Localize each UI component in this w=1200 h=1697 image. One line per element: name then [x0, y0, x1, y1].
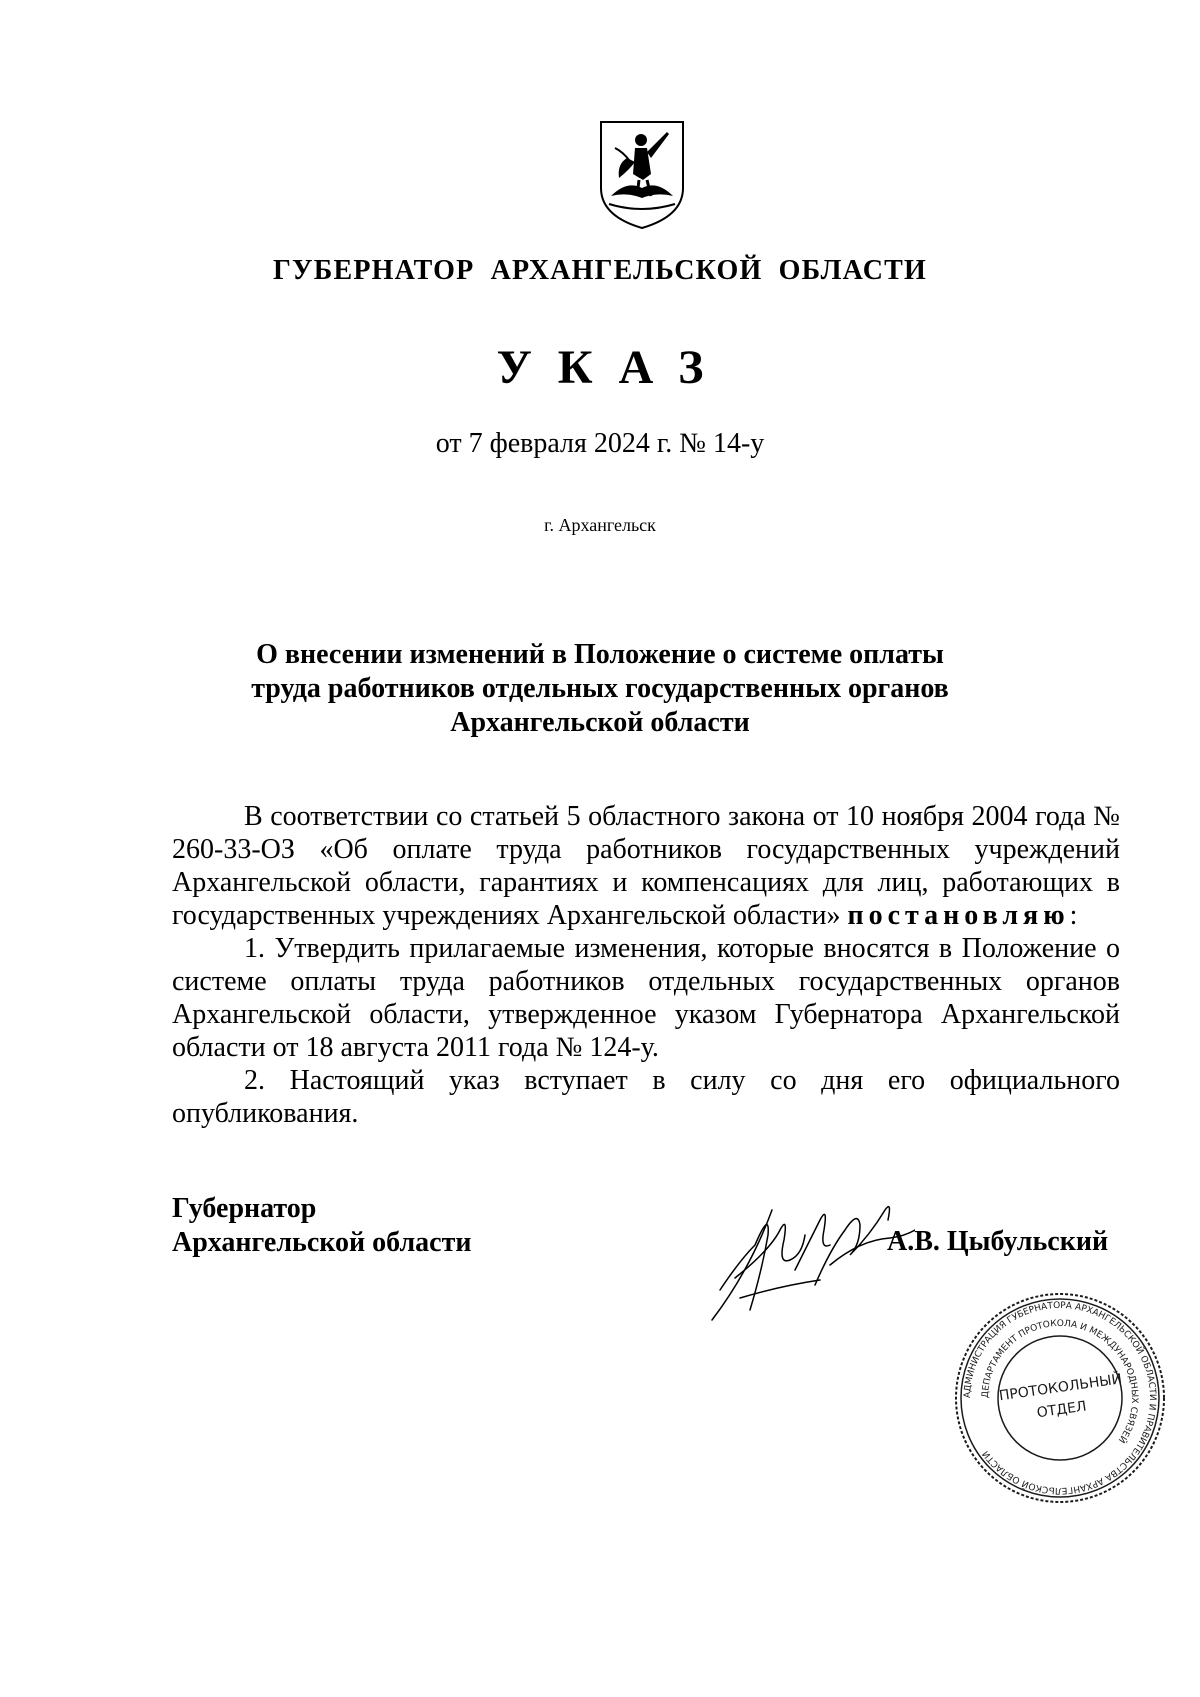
title-line: Архангельской области [450, 707, 750, 738]
decree-word: постановляю [847, 900, 1070, 931]
preamble-paragraph [172, 800, 1120, 932]
document-type-heading: УКАЗ [496, 341, 730, 394]
title-line: О внесении изменений в Положение о системе оплаты [256, 639, 944, 670]
signatory-post-line: Архангельской области [172, 1227, 472, 1258]
document-body [172, 800, 1120, 1130]
stamp-center-line: ПРОТОКОЛЬНЫЙ [998, 1371, 1124, 1405]
coat-of-arms-icon [597, 118, 687, 232]
title-line: труда работников отдельных государственных органов [251, 673, 949, 704]
stamp-inner-ring-text: ДЕПАРТАМЕНТ ПРОТОКОЛА И МЕЖДУНАРОДНЫХ СВЯЗЕЙ [980, 1318, 1140, 1445]
decree-colon: : [1069, 900, 1078, 931]
document-title [0, 638, 1200, 740]
preamble-text: В соответствии со статьей 5 областного закона от 10 ноября 2004 года № 260-33-ОЗ «Об оплате труда работников государственных учреждений Архангельской области, гарантиях и компенсациях для лиц, работающих в государственных учреждениях Архангельской области» [172, 801, 1120, 931]
stamp-center-line: ОТДЕЛ [1035, 1398, 1088, 1422]
document-date-number: от 7 февраля 2024 г. № 14-у [435, 428, 765, 459]
document-city: г. Архангельск [544, 515, 656, 535]
signatory-post [172, 1192, 472, 1260]
item-paragraph-2: 2. Настоящий указ вступает в силу со дня его официального опубликования. [172, 1065, 1120, 1129]
handwritten-signature [710, 1190, 915, 1325]
issuer-heading: ГУБЕРНАТОР АРХАНГЕЛЬСКОЙ ОБЛАСТИ [273, 255, 927, 286]
signatory-name: А.В. Цыбульский [887, 1226, 1109, 1257]
stamp-outer-text: АДМИНИСТРАЦИЯ ГУБЕРНАТОРА АРХАНГЕЛЬСКОЙ ОБЛАСТИ И ПРАВИТЕЛЬСТВА АРХАНГЕЛЬСКОЙ ОБЛАСТИ [962, 1300, 1158, 1496]
signatory-post-line: Губернатор [172, 1193, 317, 1224]
official-seal-stamp [950, 1288, 1170, 1508]
svg-text:АДМИНИСТРАЦИЯ ГУБЕРНАТОРА АРХА [963, 1301, 1157, 1495]
item-paragraph-1: 1. Утвердить прилагаемые изменения, которые вносятся в Положение о системе оплаты труда работников отдельных государственных органов Архангельской области, утвержденное указом Губернатора Архангельской области от 18 августа 2011 года № 124-у. [172, 933, 1120, 1063]
